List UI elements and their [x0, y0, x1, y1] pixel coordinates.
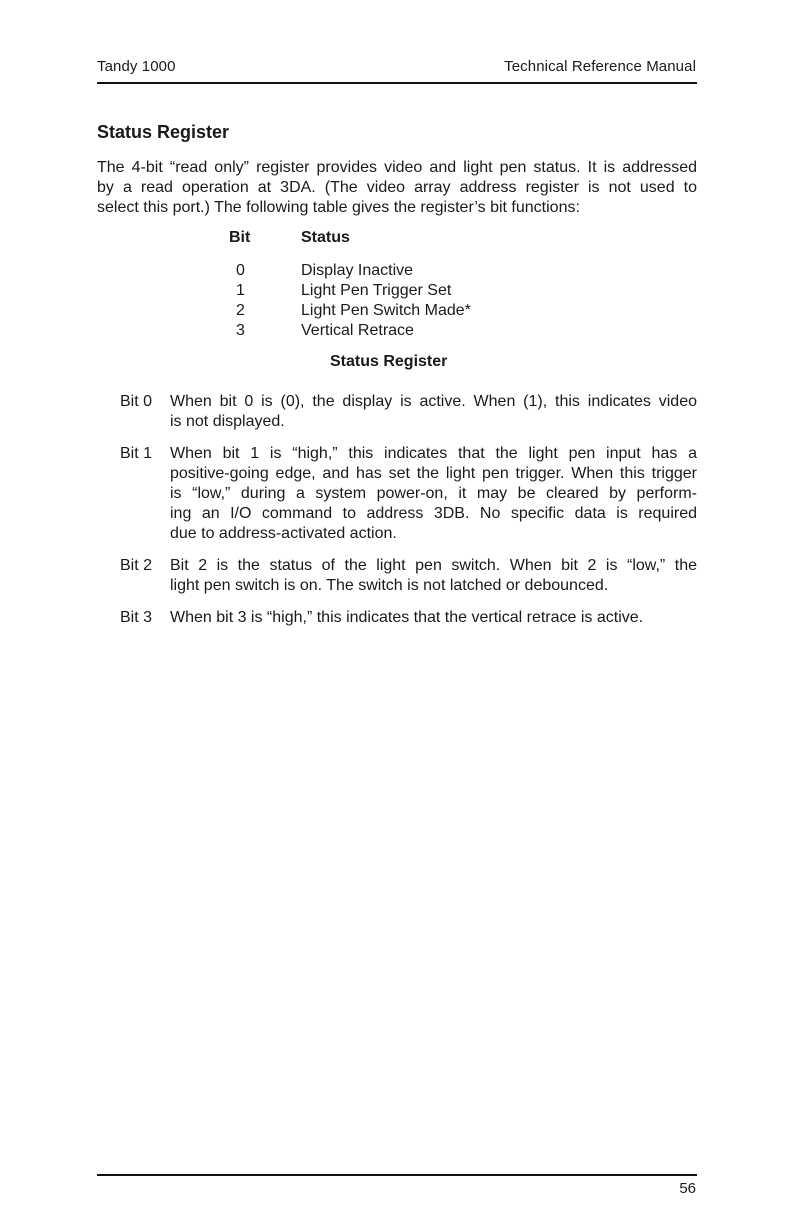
intro-line: The 4-bit “read only” register provides video and light pen status. It is addressed	[97, 159, 697, 176]
bit-line: is “low,” during a system power-on, it may be cleared by perform-	[170, 485, 697, 502]
bit-description	[170, 608, 697, 628]
table-cell-bit: 2	[236, 302, 245, 319]
table-cell-bit: 0	[236, 262, 245, 279]
header-title: Tandy 1000	[97, 58, 176, 75]
page-number: 56	[679, 1180, 696, 1197]
table-cell-bit: 1	[236, 282, 245, 299]
table-cell-status: Light Pen Trigger Set	[301, 282, 452, 299]
bit-line: When bit 0 is (0), the display is active. When (1), this indicates video	[170, 393, 697, 410]
table-row	[229, 261, 471, 281]
intro-paragraph	[97, 158, 697, 218]
section-title: Status Register	[97, 122, 230, 142]
bit-line: positive-going edge, and has set the light pen trigger. When this trigger	[170, 465, 697, 482]
bit-line: is not displayed.	[170, 413, 285, 430]
table-cell-bit: 3	[236, 322, 245, 339]
bit-item-2	[120, 556, 697, 596]
bit-item-1	[120, 444, 697, 544]
bit-label: Bit 2	[120, 557, 153, 574]
table-cell-status: Vertical Retrace	[301, 322, 414, 339]
table-cell-status: Light Pen Switch Made*	[301, 302, 471, 319]
bit-label: Bit 1	[120, 445, 153, 462]
bit-item-0	[120, 392, 697, 432]
intro-line: select this port.) The following table gives the register’s bit functions:	[97, 199, 580, 216]
bit-line: due to address-activated action.	[170, 525, 397, 542]
table-header-bit: Bit	[229, 229, 251, 246]
bit-line: When bit 3 is “high,” this indicates that the vertical retrace is active.	[170, 609, 644, 626]
bit-label: Bit 0	[120, 393, 153, 410]
table-cell-status: Display Inactive	[301, 262, 414, 279]
header-rule	[97, 82, 697, 84]
table-caption: Status Register	[330, 353, 448, 370]
table-header-status: Status	[301, 229, 350, 246]
table-row	[229, 321, 471, 341]
bit-line: light pen switch is on. The switch is not latched or debounced.	[170, 577, 609, 594]
status-table	[229, 261, 471, 341]
bit-line: When bit 1 is “high,” this indicates that the light pen input has a	[170, 445, 697, 462]
bit-descriptions	[120, 392, 697, 640]
bit-description	[170, 444, 697, 544]
bit-description	[170, 556, 697, 596]
intro-line: by a read operation at 3DA. (The video array address register is not used to	[97, 179, 697, 196]
bit-line: ing an I/O command to address 3DB. No specific data is required	[170, 505, 697, 522]
bit-line: Bit 2 is the status of the light pen switch. When bit 2 is “low,” the	[170, 557, 697, 574]
footer-rule	[97, 1174, 697, 1176]
header-manual-name: Technical Reference Manual	[504, 58, 696, 75]
table-row	[229, 281, 471, 301]
bit-label: Bit 3	[120, 609, 153, 626]
table-row	[229, 301, 471, 321]
bit-item-3	[120, 608, 697, 628]
bit-description	[170, 392, 697, 432]
